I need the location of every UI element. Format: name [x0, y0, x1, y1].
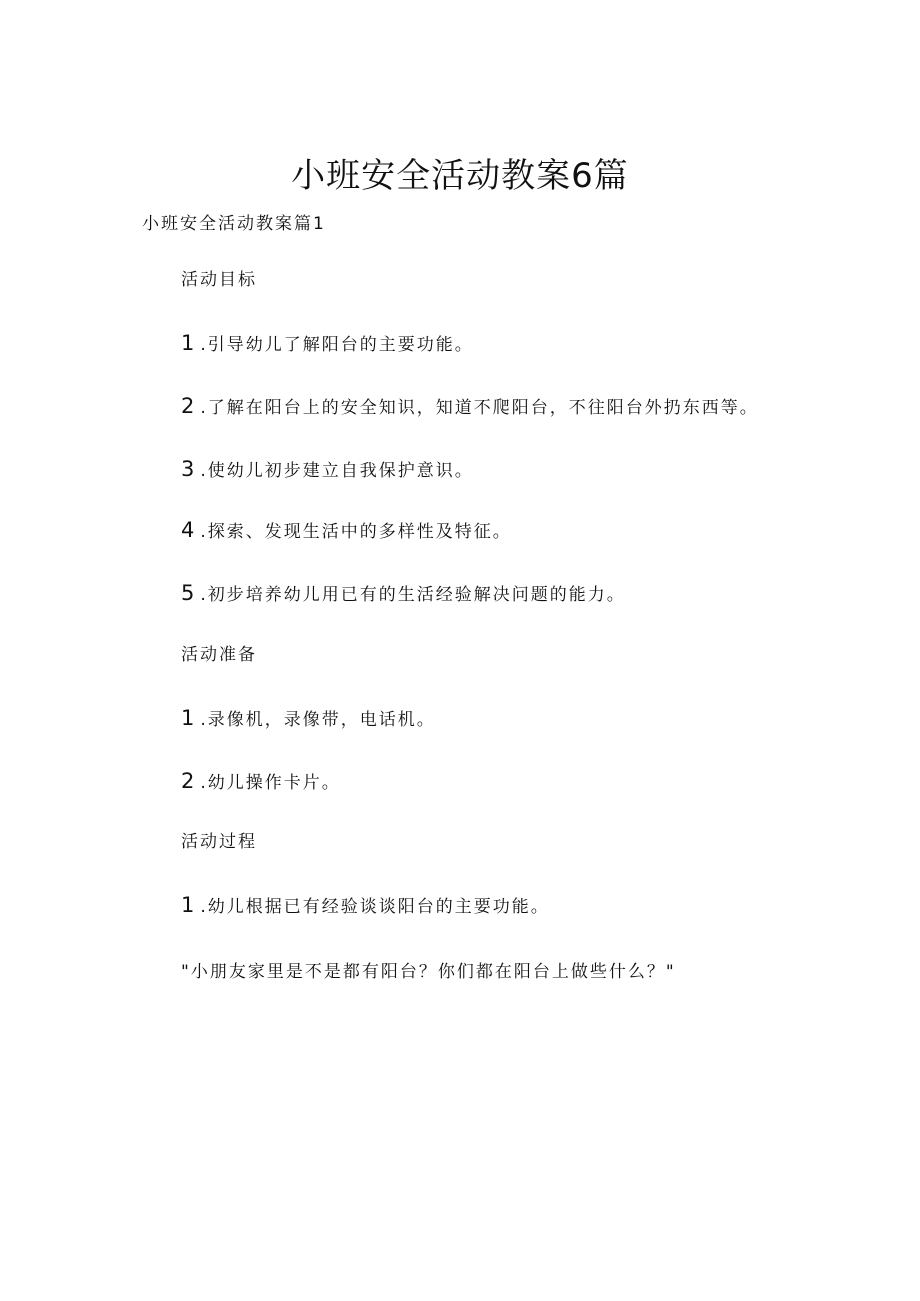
goal-item-4 [181, 516, 512, 546]
process-heading: 活动过程 [181, 832, 257, 852]
item-number: 1 [181, 893, 195, 917]
section-subtitle: 小班安全活动教案篇1 [142, 214, 326, 234]
item-text: .了解在阳台上的安全知识，知道不爬阳台，不往阳台外扔东西等。 [200, 398, 759, 418]
item-text: .探索、发现生活中的多样性及特征。 [200, 522, 512, 542]
item-number: 1 [181, 706, 195, 730]
item-number: 4 [181, 518, 195, 542]
goal-item-5 [181, 579, 626, 609]
item-number: 2 [181, 769, 195, 793]
document-title: 小班安全活动教案6篇 [291, 156, 629, 196]
item-text: .录像机，录像带，电话机。 [200, 710, 436, 730]
item-number: 3 [181, 457, 195, 481]
item-text: .使幼儿初步建立自我保护意识。 [200, 461, 474, 481]
item-number: 2 [181, 394, 195, 418]
item-text: .初步培养幼儿用已有的生活经验解决问题的能力。 [200, 585, 626, 605]
goals-heading: 活动目标 [181, 270, 257, 290]
preparation-item-1 [181, 704, 436, 734]
goal-item-3 [181, 455, 474, 485]
process-quote: "小朋友家里是不是都有阳台？你们都在阳台上做些什么？" [181, 962, 676, 982]
goal-item-2 [181, 392, 759, 422]
item-text: .幼儿根据已有经验谈谈阳台的主要功能。 [200, 897, 550, 917]
item-number: 5 [181, 581, 195, 605]
item-text: .引导幼儿了解阳台的主要功能。 [200, 335, 474, 355]
preparation-item-2 [181, 767, 341, 797]
item-text: .幼儿操作卡片。 [200, 773, 341, 793]
item-number: 1 [181, 331, 195, 355]
goal-item-1 [181, 329, 474, 359]
preparation-heading: 活动准备 [181, 645, 257, 665]
process-item-1 [181, 891, 550, 921]
